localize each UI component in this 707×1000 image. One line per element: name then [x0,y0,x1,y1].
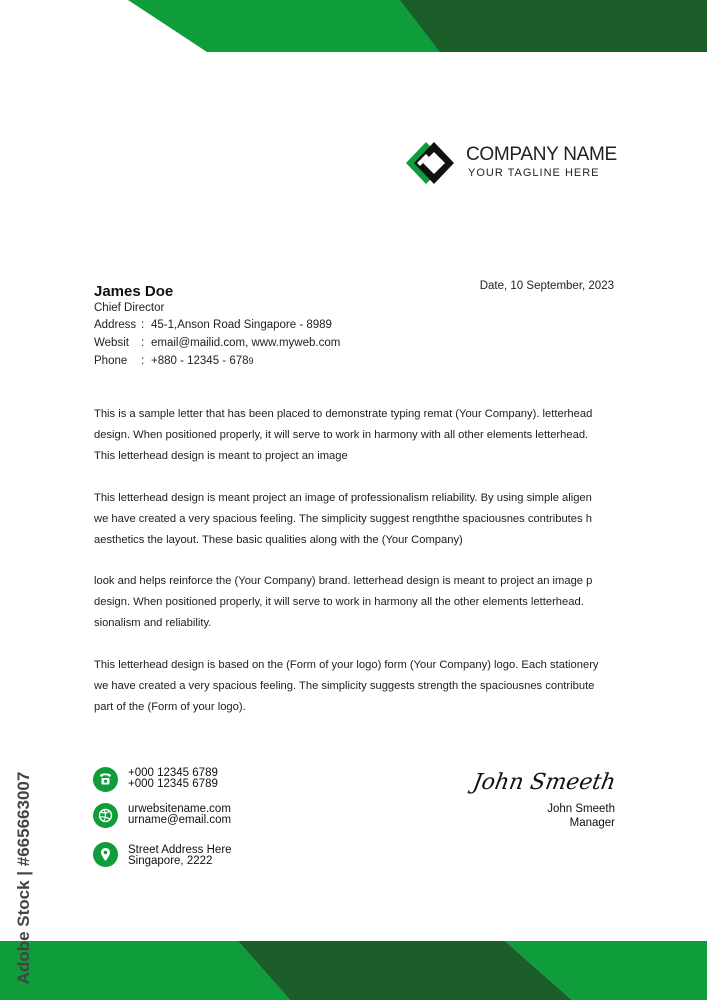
letter-date: Date, 10 September, 2023 [479,280,614,292]
sender-title: Chief Director [94,302,165,314]
website-separator: : [141,337,145,349]
sender-address [94,319,332,331]
address-label: Address [94,319,137,331]
contact-website[interactable]: urwebsitename.com [128,803,231,815]
contact-city: Singapore, 2222 [128,855,213,867]
globe-icon [93,803,118,828]
address-separator: : [141,319,145,331]
body-paragraph: This letterhead design is based on the (Form of your logo) form (Your Company) logo. Each stationery we have created a very spacious feeling. The simplicity suggests strength the spaciousnes contribute part of the (Form of your logo). [94,659,599,713]
phone-separator: : [141,355,145,367]
body-paragraph: This letterhead design is meant project an image of professionalism reliability. By using simple aligen we have created a very spacious feeling. The simplicity suggest rengththe spaciousnes contributes h aesthetics the layout. These basic qualities along with the (Your Company) [94,492,592,546]
body-paragraph: This is a sample letter that has been placed to demonstrate typing remat (Your Company). letterhead design. When positioned properly, it will serve to work in harmony with all other elements letterhead. This letterhead design is meant to project an image [94,408,593,462]
phone-suffix: 9 [248,356,254,366]
phone-value: +880 - 12345 - 678 [151,355,249,367]
sender-website [94,337,340,349]
signature-name: John Smeeth [547,803,615,815]
address-value: 45-1,Anson Road Singapore - 8989 [151,319,332,331]
footer-decoration [0,938,707,1000]
body-paragraph: look and helps reinforce the (Your Company) brand. letterhead design is meant to project an image p design. When positioned properly, it will serve to work in harmony all the other elements letterhead. sionalism and reliability. [94,575,593,629]
phone-label: Phone [94,355,128,367]
website-value: email@mailid.com, www.myweb.com [151,337,341,349]
company-logo-icon [402,140,458,186]
phone-icon [93,767,118,792]
stock-watermark-id [0,757,48,1000]
contact-phone-2: +000 12345 6789 [128,778,218,790]
header-decoration [0,0,707,60]
company-tagline: YOUR TAGLINE HERE [468,167,600,179]
sender-phone [94,355,254,367]
signature-role: Manager [569,817,615,829]
contact-email[interactable]: urname@email.com [128,814,232,826]
company-name: COMPANY NAME [466,144,617,165]
signature-script: John Smeeth [470,770,618,795]
stock-id-text: Adobe Stock | #665663007 [14,771,33,985]
website-label: Websit [94,337,129,349]
contact-phone-1: +000 12345 6789 [128,767,218,779]
contact-street: Street Address Here [128,844,232,856]
sender-name: James Doe [94,283,174,300]
location-pin-icon [93,842,118,867]
